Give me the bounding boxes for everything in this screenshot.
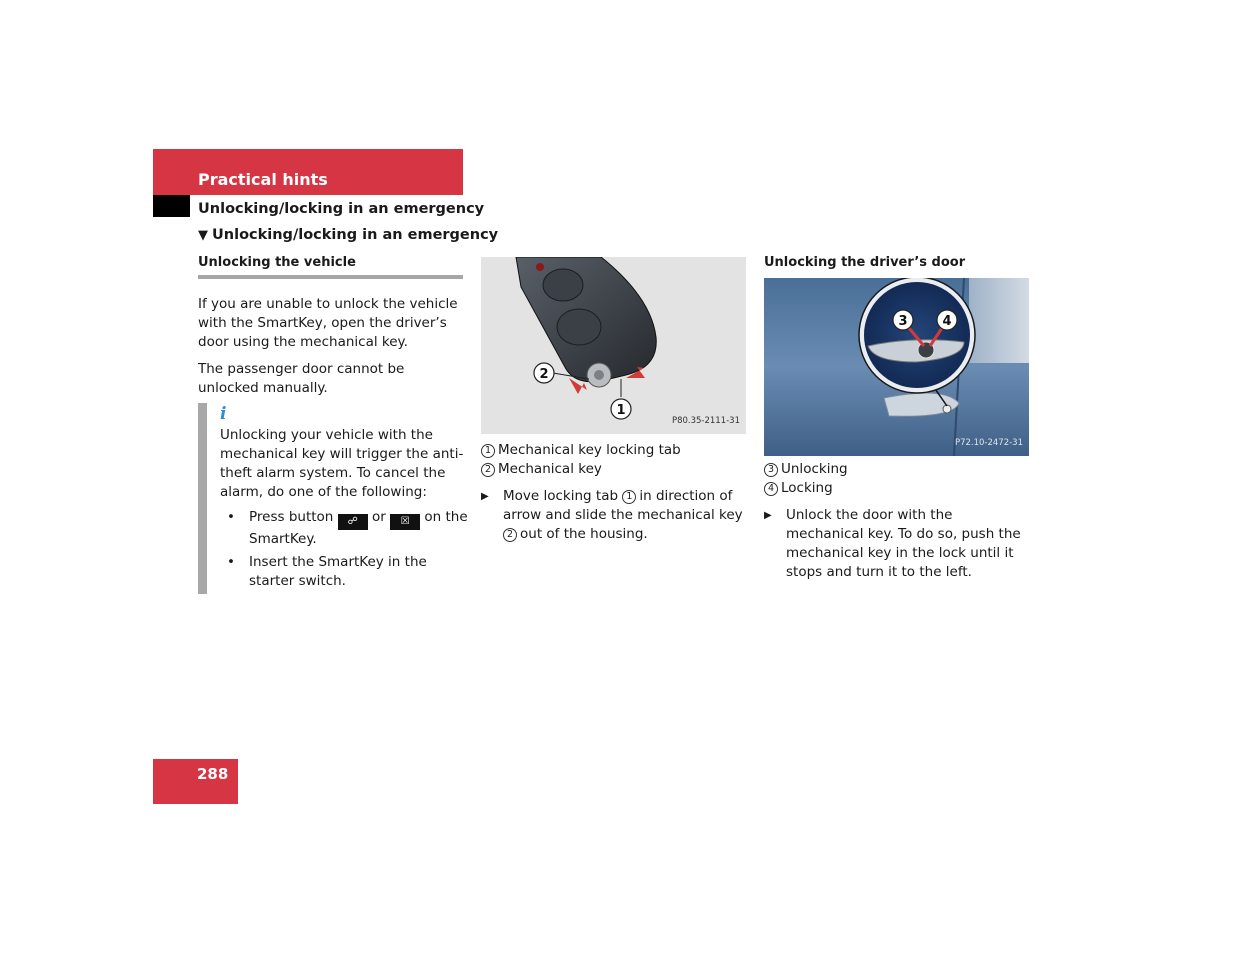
step-text-part: out of the housing. xyxy=(520,526,648,542)
figure-callout-1: 1 xyxy=(616,403,626,418)
key-step xyxy=(481,487,746,547)
door-unlock-title: Unlocking the driver’s door xyxy=(764,255,966,270)
bullet-text: Insert the SmartKey in the starter switch. xyxy=(249,554,427,589)
door-illustration xyxy=(764,278,1029,456)
legend-text: Locking xyxy=(781,480,833,496)
callout-number: 1 xyxy=(622,490,636,504)
bullet1-or: or xyxy=(371,509,386,525)
title-rule xyxy=(198,275,463,279)
bullet-dot: • xyxy=(227,509,235,525)
info-box xyxy=(198,403,468,594)
unlock-button-icon: ☍ xyxy=(338,514,368,530)
callout-number: 4 xyxy=(764,482,778,496)
page-number-box xyxy=(153,759,238,804)
step-text-part: in direction of arrow and slide the mechanical key xyxy=(503,488,743,523)
step-text xyxy=(503,487,745,544)
callout-number: 1 xyxy=(481,444,495,458)
legend-text: Unlocking xyxy=(781,461,848,477)
section-tab xyxy=(153,149,463,195)
figure-callout-3: 3 xyxy=(898,314,908,329)
passenger-door-paragraph: The passenger door cannot be unlocked manually. xyxy=(198,361,405,396)
door-step xyxy=(764,506,1029,586)
section-title: Practical hints xyxy=(198,170,328,189)
key-legend xyxy=(481,441,746,479)
figure-callout-4: 4 xyxy=(942,314,952,329)
section-marker xyxy=(153,195,190,217)
page-heading: Unlocking/locking in an emergency xyxy=(198,201,485,217)
door-drawing xyxy=(764,278,1029,456)
bullet1-after: on the SmartKey. xyxy=(249,509,468,547)
lock-button-icon: ☒ xyxy=(390,514,420,530)
callout-number: 3 xyxy=(764,463,778,477)
sub-heading xyxy=(198,227,498,243)
step-text-part: Move locking tab xyxy=(503,488,619,504)
page-number: 288 xyxy=(197,765,229,783)
list-item xyxy=(481,460,746,479)
list-item xyxy=(481,441,746,460)
smartkey-illustration xyxy=(481,257,746,434)
bullet-dot: • xyxy=(227,554,235,570)
step-arrow-icon: ▶ xyxy=(481,491,489,502)
legend-text: Mechanical key locking tab xyxy=(498,442,681,458)
sub-heading-text: Unlocking/locking in an emergency xyxy=(212,227,499,243)
door-legend xyxy=(764,460,1029,498)
smartkey-drawing xyxy=(481,257,746,434)
callout-number: 2 xyxy=(481,463,495,477)
step-text: Unlock the door with the mechanical key. To do so, push the mechanical key in the lock until it stops and turn it to the left. xyxy=(786,507,1021,580)
legend-text: Mechanical key xyxy=(498,461,602,477)
info-icon: i xyxy=(220,404,227,424)
figure-code: P72.10-2472-31 xyxy=(954,438,1023,448)
left-column xyxy=(198,255,463,398)
figure-code: P80.35-2111-31 xyxy=(671,416,740,426)
intro-paragraph: If you are unable to unlock the vehicle with the SmartKey, open the driver’s door using the mechanical key. xyxy=(198,296,458,350)
figure-callout-2: 2 xyxy=(539,367,549,382)
bullet1-before: Press button xyxy=(249,509,334,525)
list-item xyxy=(764,479,1029,498)
bullet-text xyxy=(249,508,469,549)
vehicle-unlock-title: Unlocking the vehicle xyxy=(198,255,356,270)
triangle-down-icon: ▼ xyxy=(198,228,208,243)
step-arrow-icon: ▶ xyxy=(764,510,772,521)
list-item xyxy=(764,460,1029,479)
callout-number: 2 xyxy=(503,528,517,542)
info-text: Unlocking your vehicle with the mechanical key will trigger the anti-theft alarm system. To cancel the alarm, do one of the following: xyxy=(220,427,464,500)
